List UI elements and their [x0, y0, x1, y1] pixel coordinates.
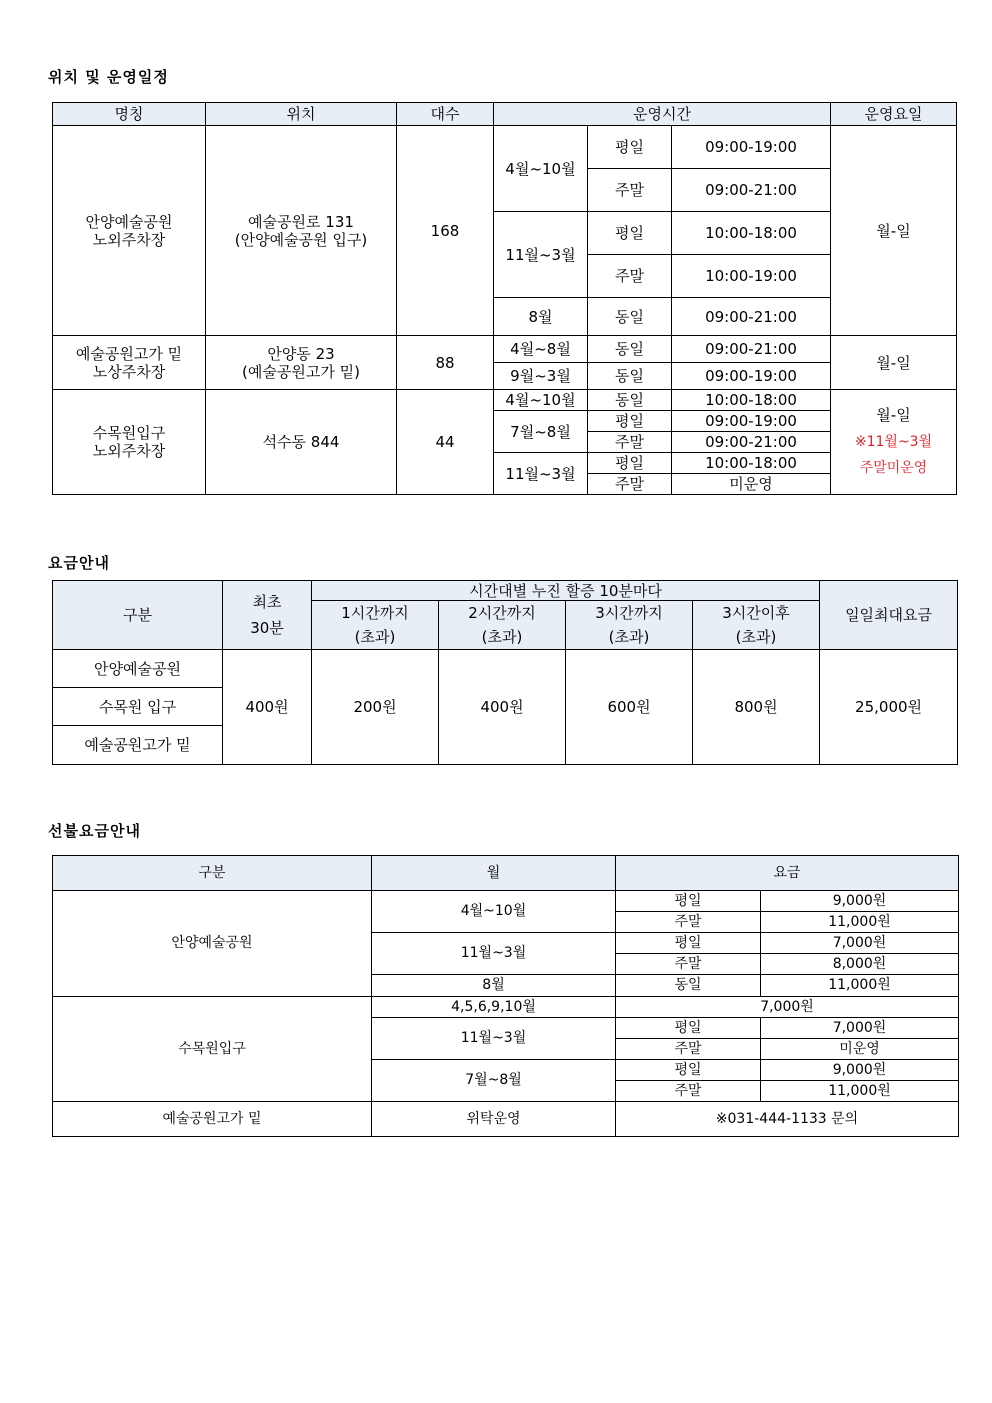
day-type: 주말 — [588, 432, 672, 453]
fee: 7,000원 — [761, 933, 959, 954]
fee: 7,000원 — [761, 1018, 959, 1039]
lot3-name: 수목원입구 노외주차장 — [53, 390, 206, 495]
schedule-table — [52, 102, 957, 495]
day-type: 동일 — [588, 390, 672, 411]
lot3-note: ※11월~3월 — [854, 433, 933, 450]
prepaid-lot1: 안양예술공원 — [53, 891, 372, 997]
lot2-period-1: 4월~8월 — [494, 336, 588, 363]
prepaid-header-category: 구분 — [53, 856, 372, 891]
fee: 11,000원 — [761, 1081, 959, 1102]
fee: 9,000원 — [761, 891, 959, 912]
time: 09:00-21:00 — [672, 432, 831, 453]
time: 09:00-19:00 — [672, 411, 831, 432]
day-type: 동일 — [588, 336, 672, 363]
header-name: 명칭 — [53, 103, 206, 126]
fees-header-group: 시간대별 누진 할증 10분마다 — [312, 581, 820, 601]
day-type: 동일 — [588, 363, 672, 390]
day-type: 주말 — [616, 954, 761, 975]
lot2-days: 월-일 — [831, 336, 957, 390]
day-type: 평일 — [616, 1018, 761, 1039]
day-type: 주말 — [616, 1081, 761, 1102]
fees-3h: 600원 — [566, 650, 693, 765]
fees-header-first: 최초 30분 — [223, 581, 312, 650]
time: 09:00-19:00 — [672, 363, 831, 390]
time: 10:00-18:00 — [672, 212, 831, 255]
prepaid-lot3-month: 위탁운영 — [372, 1102, 616, 1137]
prepaid-lot1-period-3: 8월 — [372, 975, 616, 997]
time: 10:00-19:00 — [672, 255, 831, 298]
fee: 미운영 — [761, 1039, 959, 1060]
lot1-count: 168 — [397, 126, 494, 336]
lot1-name: 안양예술공원 노외주차장 — [53, 126, 206, 336]
lot3-days: 월-일 ※11월~3월 주말미운영 — [831, 390, 957, 495]
fees-first: 400원 — [223, 650, 312, 765]
prepaid-lot2-period-1: 4,5,6,9,10월 — [372, 997, 616, 1018]
day-type: 평일 — [616, 1060, 761, 1081]
day-type: 주말 — [588, 474, 672, 495]
lot3-period-1: 4월~10월 — [494, 390, 588, 411]
lot3-note: 주말미운영 — [859, 459, 928, 476]
fee: 11,000원 — [761, 912, 959, 933]
lot1-period-1: 4월~10월 — [494, 126, 588, 212]
prepaid-lot3-fee: ※031-444-1133 문의 — [616, 1102, 959, 1137]
prepaid-header-month: 월 — [372, 856, 616, 891]
time: 10:00-18:00 — [672, 390, 831, 411]
prepaid-lot2: 수목원입구 — [53, 997, 372, 1102]
day-type: 동일 — [588, 298, 672, 336]
fees-header-after3h: 3시간이후 (초과) — [693, 601, 820, 650]
day-type: 주말 — [616, 1039, 761, 1060]
day-type: 평일 — [588, 411, 672, 432]
day-type: 주말 — [616, 912, 761, 933]
prepaid-lot1-period-2: 11월~3월 — [372, 933, 616, 975]
header-hours: 운영시간 — [494, 103, 831, 126]
header-location: 위치 — [206, 103, 397, 126]
header-days: 운영요일 — [831, 103, 957, 126]
fees-header-category: 구분 — [53, 581, 223, 650]
day-type: 주말 — [588, 255, 672, 298]
prepaid-lot2-period-3: 7월~8월 — [372, 1060, 616, 1102]
time: 09:00-21:00 — [672, 169, 831, 212]
prepaid-lot2-period-2: 11월~3월 — [372, 1018, 616, 1060]
fees-1h: 200원 — [312, 650, 439, 765]
fee: 8,000원 — [761, 954, 959, 975]
lot2-location: 안양동 23 (예술공원고가 밑) — [206, 336, 397, 390]
fees-header-1h: 1시간까지 (초과) — [312, 601, 439, 650]
lot3-period-3: 11월~3월 — [494, 453, 588, 495]
fees-header-3h: 3시간까지 (초과) — [566, 601, 693, 650]
day-type: 평일 — [588, 453, 672, 474]
time: 10:00-18:00 — [672, 453, 831, 474]
time: 09:00-21:00 — [672, 336, 831, 363]
lot1-period-3: 8월 — [494, 298, 588, 336]
day-type: 평일 — [616, 891, 761, 912]
day-type: 동일 — [616, 975, 761, 997]
section-title-schedule: 위치 및 운영일정 — [48, 68, 169, 86]
lot1-period-2: 11월~3월 — [494, 212, 588, 298]
fee: 11,000원 — [761, 975, 959, 997]
fees-row-label: 안양예술공원 — [53, 650, 223, 688]
lot2-period-2: 9월~3월 — [494, 363, 588, 390]
fees-header-2h: 2시간까지 (초과) — [439, 601, 566, 650]
fees-table — [52, 580, 958, 765]
section-title-prepaid: 선불요금안내 — [48, 822, 141, 840]
day-type: 평일 — [588, 212, 672, 255]
day-type: 평일 — [588, 126, 672, 169]
lot3-count: 44 — [397, 390, 494, 495]
lot3-location: 석수동 844 — [206, 390, 397, 495]
day-type: 주말 — [588, 169, 672, 212]
fees-max: 25,000원 — [820, 650, 958, 765]
prepaid-header-fee: 요금 — [616, 856, 959, 891]
prepaid-lot3: 예술공원고가 밑 — [53, 1102, 372, 1137]
lot3-period-2: 7월~8월 — [494, 411, 588, 453]
header-count: 대수 — [397, 103, 494, 126]
fees-after3h: 800원 — [693, 650, 820, 765]
fees-header-max: 일일최대요금 — [820, 581, 958, 650]
fees-2h: 400원 — [439, 650, 566, 765]
lot1-days: 월-일 — [831, 126, 957, 336]
time: 미운영 — [672, 474, 831, 495]
time: 09:00-19:00 — [672, 126, 831, 169]
fees-row-label: 예술공원고가 밑 — [53, 726, 223, 765]
day-type: 평일 — [616, 933, 761, 954]
fees-row-label: 수목원 입구 — [53, 688, 223, 726]
lot1-location: 예술공원로 131 (안양예술공원 입구) — [206, 126, 397, 336]
prepaid-table — [52, 855, 959, 1137]
time: 09:00-21:00 — [672, 298, 831, 336]
prepaid-lot1-period-1: 4월~10월 — [372, 891, 616, 933]
fee: 9,000원 — [761, 1060, 959, 1081]
lot2-count: 88 — [397, 336, 494, 390]
section-title-fees: 요금안내 — [48, 554, 110, 572]
fee: 7,000원 — [616, 997, 959, 1018]
lot2-name: 예술공원고가 밑 노상주차장 — [53, 336, 206, 390]
